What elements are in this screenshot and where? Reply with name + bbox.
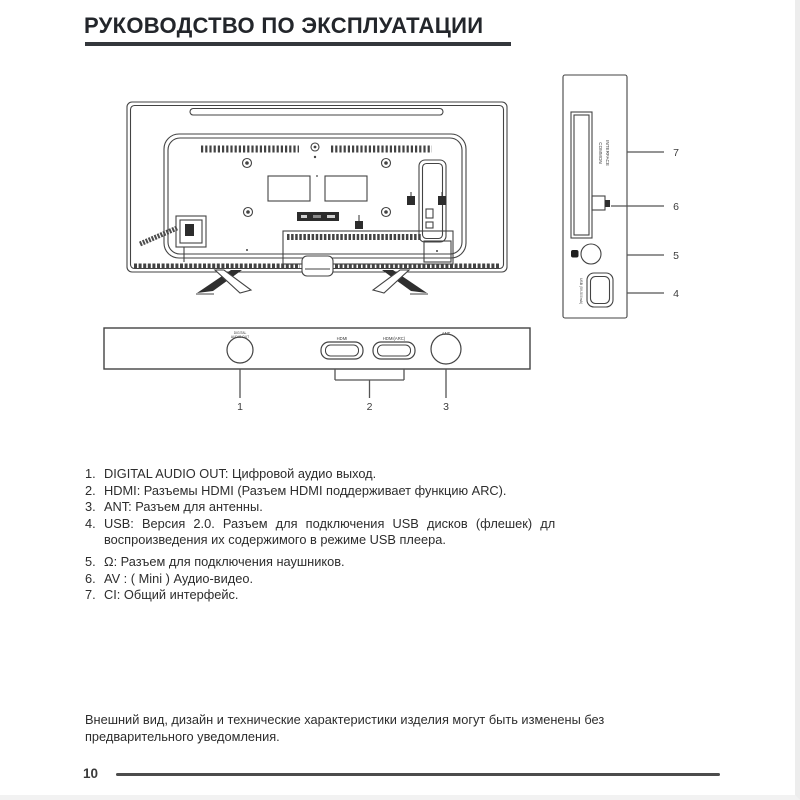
rear-connector (438, 196, 446, 205)
list-item-7 (85, 587, 721, 604)
headphone-icon (571, 250, 579, 258)
ci-slot-label-line2: INTERFACE (605, 140, 610, 166)
tv-stand-left (196, 270, 251, 294)
tv-rear-view (127, 102, 507, 294)
stand-mount-cover (302, 256, 333, 276)
item-text: HDMI: Разъемы HDMI (Разъем HDMI поддерживает функцию ARC). (104, 482, 507, 498)
item-number: 4. (85, 515, 96, 531)
list-item-2 (85, 483, 721, 500)
list-item-5 (85, 554, 721, 571)
rear-connector (355, 221, 363, 229)
item-text: DIGITAL AUDIO OUT: Цифровой аудио выход. (104, 466, 377, 481)
digital-audio-out-jack (227, 337, 253, 363)
side-panel-view (563, 75, 679, 318)
screw-holes (243, 159, 391, 217)
digital-audio-out-label-line2: AUDIO OUT (230, 335, 250, 339)
callout-5: 5 (673, 250, 679, 262)
item-number: 7. (85, 587, 96, 603)
item-number: 3. (85, 499, 96, 515)
item-text: AV : ( Mini ) Аудио-видео. (104, 570, 254, 586)
callout-6: 6 (673, 201, 679, 213)
mini-av-jack (592, 196, 605, 210)
antenna-jack (431, 334, 461, 364)
item-text: USB: Версия 2.0. Разъем для подключения USB дисков (флешек) дл (104, 515, 556, 531)
item-text-continued: воспроизведения их содержимого в режиме USB плеера. (104, 532, 446, 548)
callout-4: 4 (673, 288, 679, 300)
hdmi-arc-label: HDMI(ARC) (382, 336, 406, 341)
callout-2: 2 (366, 401, 373, 413)
disclaimer-line: Внешний вид, дизайн и технические характеристики изделия могут быть изменены без (85, 712, 605, 727)
disclaimer-line: предварительного уведомления. (85, 728, 280, 744)
callout-3: 3 (443, 401, 449, 413)
vesa-hole-right (325, 176, 367, 201)
item-text: Ω: Разъем для подключения наушников. (104, 553, 345, 569)
list-item-1 (85, 466, 721, 483)
item-number: 2. (85, 482, 96, 498)
digital-audio-out-label-line1: DIGITAL (233, 331, 247, 335)
item-text: CI: Общий интерфейс. (104, 587, 239, 603)
headphone-jack (581, 244, 601, 264)
leader-line-2 (335, 369, 404, 398)
usb-port-label: USB (5V-500mA) (579, 277, 583, 305)
item-number: 6. (85, 570, 96, 586)
rear-connector (407, 196, 415, 205)
hdmi-label: HDMI (336, 336, 348, 341)
tv-stand-right (373, 270, 428, 294)
item-text: ANT: Разъем для антенны. (104, 499, 263, 515)
vesa-hole-left (268, 176, 310, 201)
callout-7: 7 (673, 147, 679, 159)
footer-rule (116, 773, 720, 776)
ant-label: ANT (441, 331, 451, 336)
ci-slot-label-line1: COMMON (598, 142, 603, 164)
item-number: 5. (85, 553, 96, 569)
list-item-4 (85, 516, 721, 549)
page-number: 10 (83, 766, 99, 781)
power-cable (140, 228, 177, 244)
item-number: 1. (85, 466, 96, 481)
port-description-list (85, 466, 721, 604)
list-item-3 (85, 499, 721, 516)
wall-mount-slot (190, 109, 443, 116)
list-item-6 (85, 571, 721, 588)
disclaimer-note (85, 712, 725, 745)
page-title: РУКОВОДСТВО ПО ЭКСПЛУАТАЦИИ (84, 13, 484, 38)
callout-1: 1 (237, 401, 243, 413)
bottom-panel-view (104, 328, 530, 413)
